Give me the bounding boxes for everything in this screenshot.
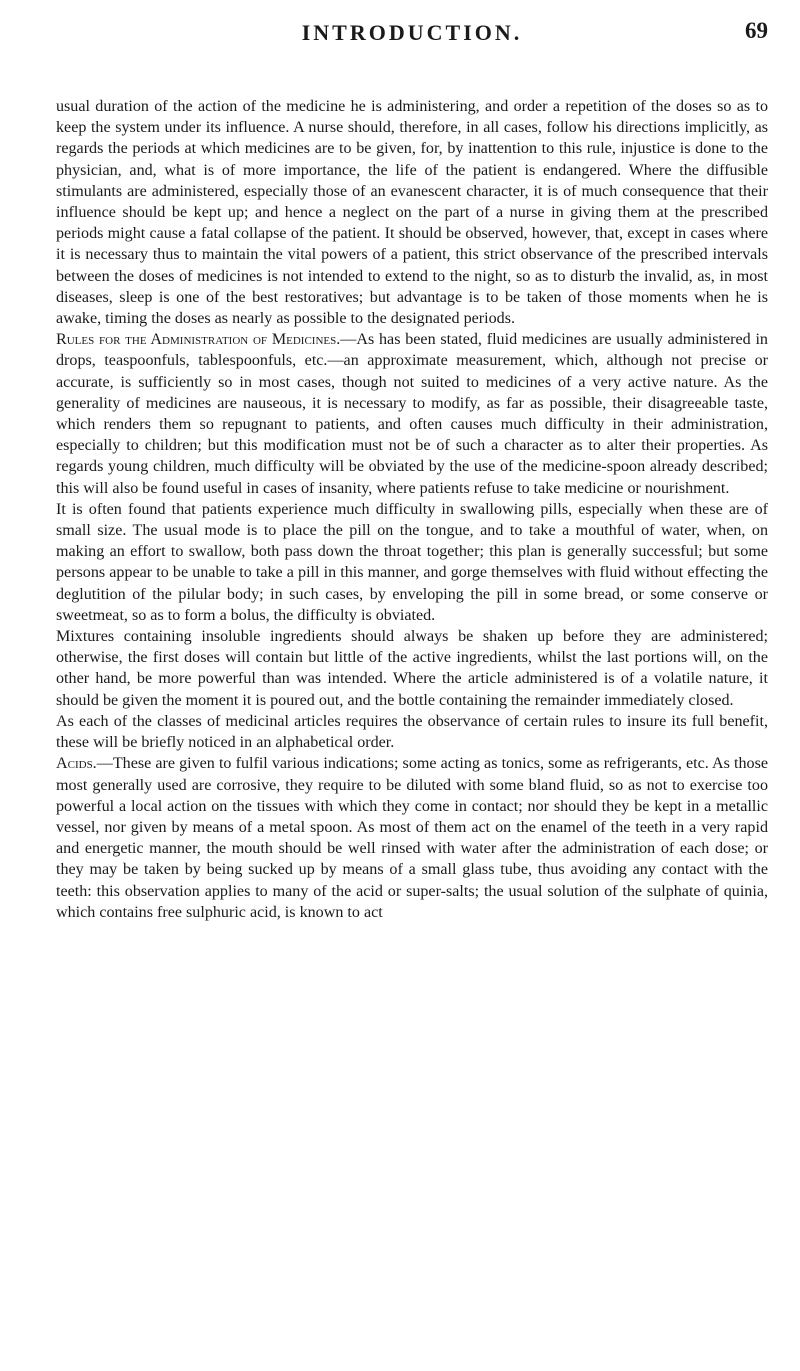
paragraph-mixtures: [56, 626, 768, 711]
paragraph-text: usual duration of the action of the medicine he is administering, and order a repetition of the doses so as to keep the system under its influence. A nurse should, therefore, in all cases, follow his directions implicitly, as regards the periods at which medicines are to be given, for, by inattention to this rule, injustice is done to the physician, and, what is of more importance, the life of the patient is endangered. Where the diffusible stimulants are administered, especially those of an evanescent character, it is of much consequence that their influence should be kept up; and hence a neglect on the part of a nurse in giving them at the prescribed periods might cause a fatal collapse of the patient. It should be observed, however, that, except in cases where it is necessary thus to maintain the vital powers of a patient, this strict observance of the prescribed intervals between the doses of medicines is not intended to extend to the night, so as to disturb the invalid, as, in most diseases, sleep is one of the best restoratives; but advantage is to be taken of those moments when he is awake, timing the doses as nearly as possible to the designated periods.: [56, 98, 768, 328]
paragraph-text: —These are given to fulfil various indications; some acting as tonics, some as refrigerants, etc. As those most generally used are corrosive, they require to be diluted with some bland fluid, so as not to exercise too powerful a local action on the tissues with which they come in contact; nor should they be kept in a metallic vessel, nor given by means of a metal spoon. As most of them act on the enamel of the teeth in a very rapid and energetic manner, the mouth should be well rinsed with water after the administration of each dose; or they may be taken by being sucked up by means of a small glass tube, thus avoiding any contact with the teeth: this observation applies to many of the acid or super-salts; the usual solution of the sulphate of quinia, which contains free sulphuric acid, is known to act: [56, 755, 768, 921]
paragraph-text: Mixtures containing insoluble ingredients should always be shaken up before they are administered; otherwise, the first doses will contain but little of the active ingredients, whilst the last portions will, on the other hand, be more powerful than was intended. Where the article administered is of a volatile nature, it should be given the moment it is poured out, and the bottle containing the remainder immediately closed.: [56, 628, 768, 709]
paragraph-text: As each of the classes of medicinal articles requires the observance of certain rules to insure its full benefit, these will be briefly noticed in an alphabetical order.: [56, 712, 768, 752]
paragraph-text: It is often found that patients experience much difficulty in swallowing pills, especially when these are of small size. The usual mode is to place the pill on the tongue, and to take a mouthful of water, when, on making an effort to swallow, both pass down the throat together; this plan is generally successful; but some persons appear to be unable to take a pill in this manner, and gorge themselves with fluid without effecting the deglutition of the pilular body; in such cases, by enveloping the pill in some bread, or some conserve or sweetmeat, so as to form a bolus, the difficulty is obviated.: [56, 500, 768, 624]
paragraph-swallowing-pills: [56, 499, 768, 626]
book-page: [56, 14, 768, 923]
section-heading-acids: Acids.: [56, 755, 97, 773]
paragraph-rules-administration: [56, 329, 768, 499]
section-heading-rules: Rules for the Administration of Medicines.: [56, 331, 341, 349]
paragraph-acids: [56, 753, 768, 923]
paragraph-text: —As has been stated, fluid medicines are usually administered in drops, teaspoonfuls, tablespoonfuls, etc.—an approximate measurement, which, although not precise or accurate, is sufficiently so in most cases, though not suited to medicines of a very active nature. As the generality of medicines are nauseous, it is necessary to modify, as far as possible, their disagreeable taste, which renders them so repugnant to patients, and often causes much difficulty in their administration, especially to children; but this modification must not be of such a character as to alter their properties. As regards young children, much difficulty will be obviated by the use of the medicine-spoon already described; this will also be found useful in cases of insanity, where patients refuse to take medicine or nourishment.: [56, 331, 768, 497]
running-head: [56, 14, 768, 62]
paragraph-dosage-intervals: [56, 96, 768, 329]
body-text: [56, 96, 768, 923]
running-title: INTRODUCTION.: [301, 20, 523, 45]
paragraph-classes: [56, 711, 768, 753]
page-number: 69: [745, 18, 768, 43]
